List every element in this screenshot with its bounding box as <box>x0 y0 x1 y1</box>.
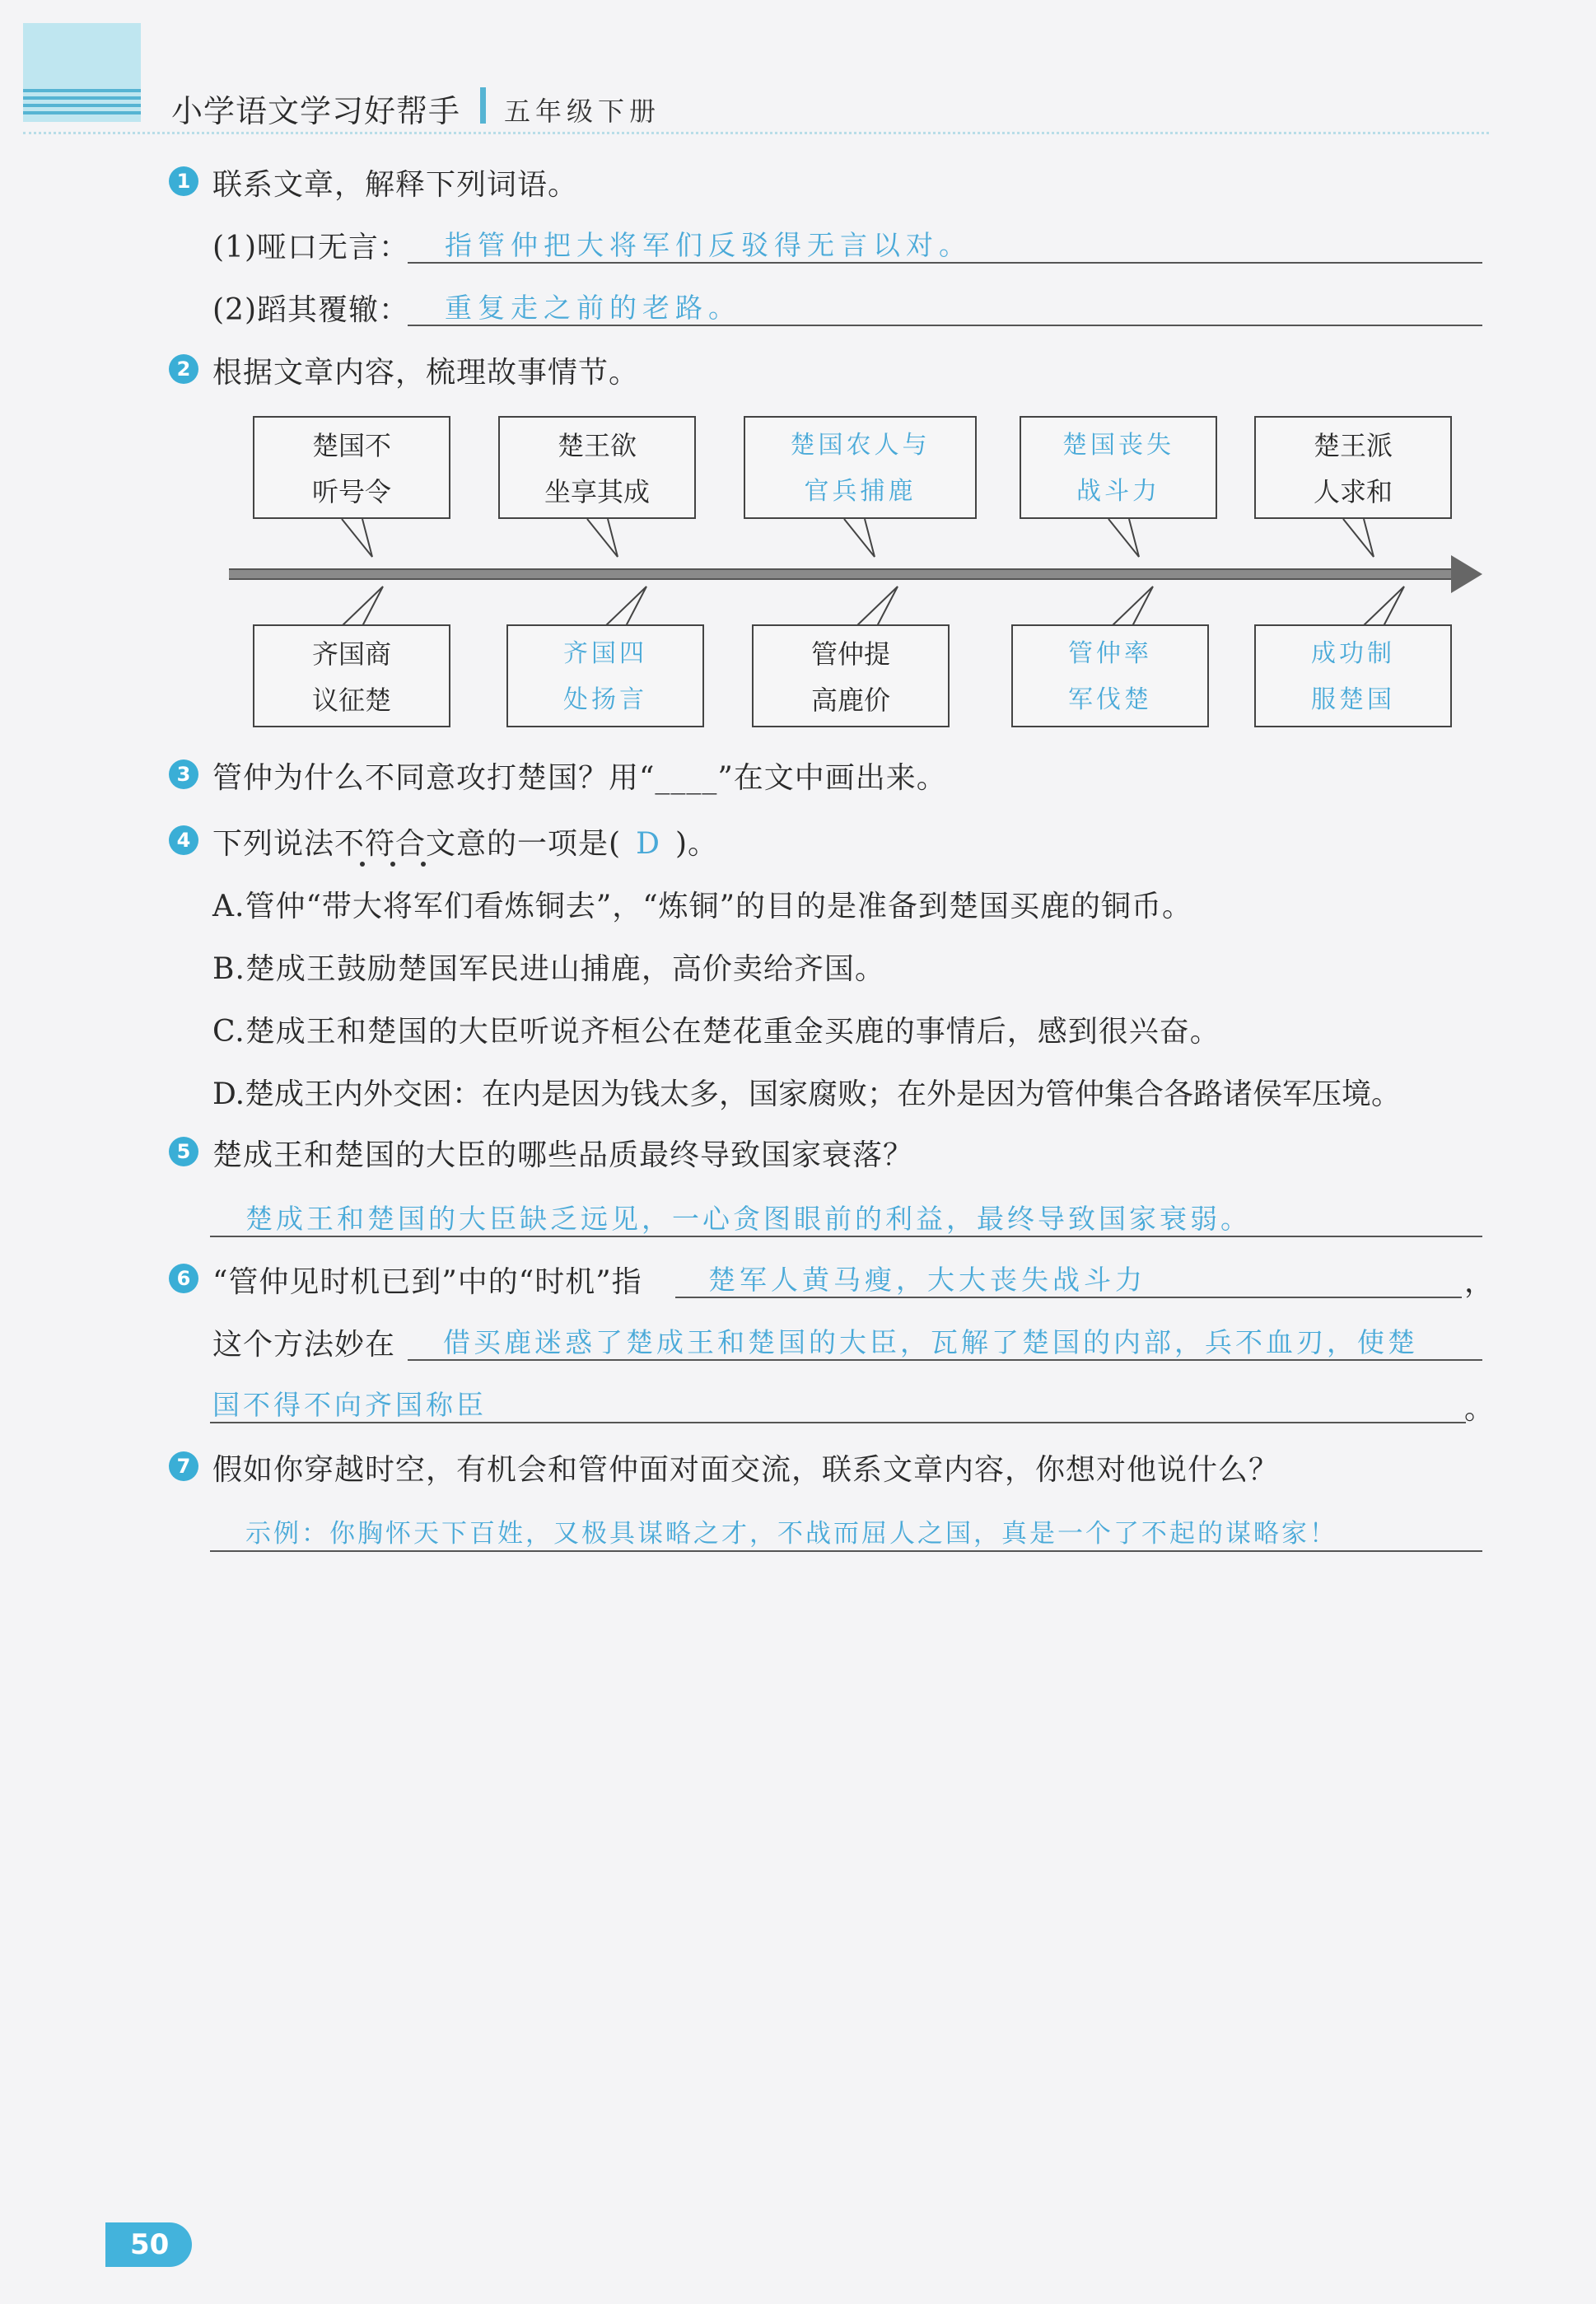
plot-box-bottom-1 <box>253 624 450 727</box>
plot-text: 齐国商 <box>311 638 391 670</box>
answer-line <box>675 1297 1462 1298</box>
q4-option-d: D.楚成王内外交困：在内是因为钱太多，国家腐败；在外是因为管仲集合各路诸侯军压境。 <box>212 1077 1402 1111</box>
emphasis-dot <box>421 862 426 867</box>
q7-answer: 示例：你胸怀天下百姓，又极具谋略之才，不战而屈人之国，真是一个了不起的谋略家！ <box>245 1519 1337 1549</box>
q6-period: 。 <box>1464 1392 1496 1426</box>
q4-option-c: C.楚成王和楚国的大臣听说齐桓公在楚花重金买鹿的事情后，感到很兴奋。 <box>212 1015 1220 1049</box>
q1-item2-answer: 重复走之前的老路。 <box>445 292 741 324</box>
timeline-arrow <box>229 568 1456 580</box>
q1-item1-answer: 指管仲把大将军们反驳得无言以对。 <box>445 229 972 261</box>
plot-answer-text: 处扬言 <box>563 685 647 714</box>
plot-box-bottom-4 <box>1011 624 1209 727</box>
answer-line <box>210 1422 1466 1423</box>
q1-item1-label: (1)哑口无言： <box>212 231 409 264</box>
plot-answer-text: 服楚国 <box>1311 685 1395 714</box>
question-number-6: 6 <box>169 1264 198 1293</box>
q6-answer-3: 国不得不向齐国称臣 <box>212 1389 487 1421</box>
q4-prompt-c: )。 <box>674 827 718 861</box>
q6-answer-1: 楚军人黄马瘦，大大丧失战斗力 <box>708 1264 1146 1296</box>
question-number-1: 1 <box>169 166 198 196</box>
q4-option-a: A.管仲“带大将军们看炼铜去”，“炼铜”的目的是准备到楚国买鹿的铜币。 <box>212 890 1193 923</box>
plot-answer-text: 齐国四 <box>563 639 647 668</box>
question-number-2: 2 <box>169 354 198 384</box>
q6-prompt: “管仲见时机已到”中的“时机”指 <box>212 1265 642 1299</box>
grade-label: 五年级下册 <box>504 96 661 127</box>
q4-answer: D <box>636 827 660 861</box>
page-number: 50 <box>105 2222 192 2267</box>
question-number-7: 7 <box>169 1451 198 1481</box>
answer-line <box>408 1359 1482 1361</box>
timeline-arrowhead <box>1451 555 1482 593</box>
plot-answer-text: 官兵捕鹿 <box>804 477 917 506</box>
answer-line <box>210 1550 1482 1552</box>
q3-prompt: 管仲为什么不同意攻打楚国？用“____”在文中画出来。 <box>212 761 947 795</box>
q6-comma: ， <box>1464 1265 1496 1299</box>
q5-answer: 楚成王和楚国的大臣缺乏远见，一心贪图眼前的利益，最终导致国家衰弱。 <box>245 1203 1251 1235</box>
q4-option-b: B.楚成王鼓励楚国军民进山捕鹿，高价卖给齐国。 <box>212 952 885 986</box>
plot-text: 人求和 <box>1313 476 1393 507</box>
plot-answer-text: 军伐楚 <box>1068 685 1152 714</box>
q1-prompt: 联系文章，解释下列词语。 <box>212 168 579 202</box>
plot-answer-text: 管仲率 <box>1068 639 1152 668</box>
question-number-3: 3 <box>169 759 198 789</box>
plot-text: 楚王欲 <box>557 430 637 461</box>
plot-text: 高鹿价 <box>810 685 890 716</box>
q4-prompt <box>212 820 718 862</box>
question-number-5: 5 <box>169 1137 198 1166</box>
q6-prompt-2: 这个方法妙在 <box>212 1328 396 1362</box>
plot-text: 坐享其成 <box>544 476 650 507</box>
plot-text: 听号令 <box>311 476 391 507</box>
plot-text: 楚王派 <box>1313 430 1393 461</box>
book-title: 小学语文学习好帮手 <box>171 93 461 129</box>
q2-prompt: 根据文章内容，梳理故事情节。 <box>212 356 640 390</box>
plot-answer-text: 楚国农人与 <box>790 431 931 460</box>
plot-answer-text: 成功制 <box>1311 639 1395 668</box>
plot-text: 楚国不 <box>311 430 391 461</box>
q4-prompt-a: 下列说法 <box>212 827 335 861</box>
plot-box-bottom-3 <box>752 624 950 727</box>
plot-answer-text: 楚国丧失 <box>1062 431 1174 460</box>
q4-prompt-emphasis: 不符合 <box>334 827 427 861</box>
answer-line <box>210 1236 1482 1237</box>
q5-prompt: 楚成王和楚国的大臣的哪些品质最终导致国家衰落？ <box>212 1138 914 1172</box>
q1-item2-label: (2)蹈其覆辙： <box>212 293 409 327</box>
q6-answer-2: 借买鹿迷惑了楚成王和楚国的大臣，瓦解了楚国的内部，兵不血刃，使楚 <box>443 1326 1418 1358</box>
plot-text: 议征楚 <box>311 685 391 716</box>
emphasis-dot <box>390 862 395 867</box>
plot-answer-text: 战斗力 <box>1076 477 1160 506</box>
emphasis-dot <box>360 862 365 867</box>
plot-text: 管仲提 <box>810 638 890 670</box>
q7-prompt: 假如你穿越时空，有机会和管仲面对面交流，联系文章内容，你想对他说什么？ <box>212 1453 1280 1487</box>
plot-box-bottom-2 <box>506 624 704 727</box>
question-number-4: 4 <box>169 825 198 855</box>
q4-prompt-b: 文意的一项是( <box>426 827 622 861</box>
plot-box-bottom-5 <box>1254 624 1452 727</box>
